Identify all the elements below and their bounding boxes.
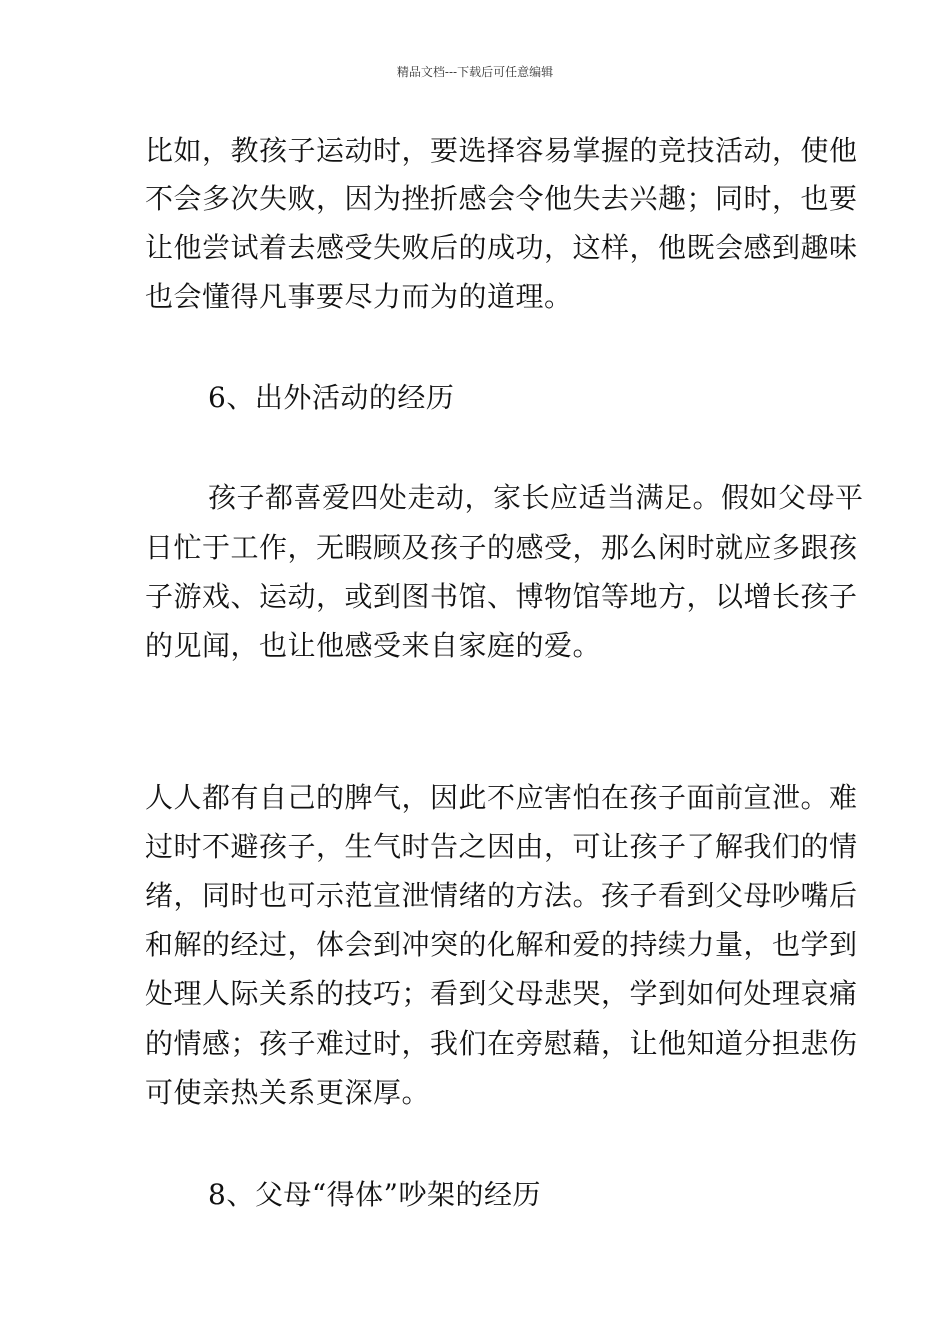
paragraph-2-line-3: 子游戏、运动，或到图书馆、博物馆等地方，以增长孩子 [145, 580, 858, 613]
paragraph-3-line-2: 过时不避孩子，生气时告之因由，可让孩子了解我们的情 [145, 830, 858, 863]
paragraph-1-line-1: 比如，教孩子运动时，要选择容易掌握的竞技活动，使他 [145, 134, 858, 167]
paragraph-3-line-4: 和解的经过，体会到冲突的化解和爱的持续力量，也学到 [145, 928, 858, 961]
paragraph-3-line-7: 可使亲热关系更深厚。 [145, 1076, 431, 1109]
paragraph-1-line-2: 不会多次失败，因为挫折感会令他失去兴趣；同时，也要 [145, 182, 858, 215]
paragraph-3-line-5: 处理人际关系的技巧；看到父母悲哭，学到如何处理哀痛 [145, 977, 858, 1010]
paragraph-3-line-1: 人人都有自己的脾气，因此不应害怕在孩子面前宣泄。难 [145, 781, 858, 814]
paragraph-3-line-3: 绪，同时也可示范宣泄情绪的方法。孩子看到父母吵嘴后 [145, 879, 858, 912]
paragraph-3-line-6: 的情感；孩子难过时，我们在旁慰藉，让他知道分担悲伤 [145, 1027, 858, 1060]
page-header: 精品文档---下载后可任意编辑 [396, 65, 554, 79]
paragraph-2-line-1: 孩子都喜爱四处走动，家长应适当满足。假如父母平 [208, 481, 864, 514]
paragraph-1-line-3: 让他尝试着去感受失败后的成功，这样，他既会感到趣味 [145, 231, 858, 264]
paragraph-2-line-2: 日忙于工作，无暇顾及孩子的感受，那么闲时就应多跟孩 [145, 531, 858, 564]
paragraph-2-line-4: 的见闻，也让他感受来自家庭的爱。 [145, 629, 602, 662]
section-heading-8: 8、父母“得体”吵架的经历 [208, 1178, 541, 1211]
section-heading-6: 6、出外活动的经历 [208, 381, 455, 414]
paragraph-1-line-4: 也会懂得凡事要尽力而为的道理。 [145, 280, 573, 313]
